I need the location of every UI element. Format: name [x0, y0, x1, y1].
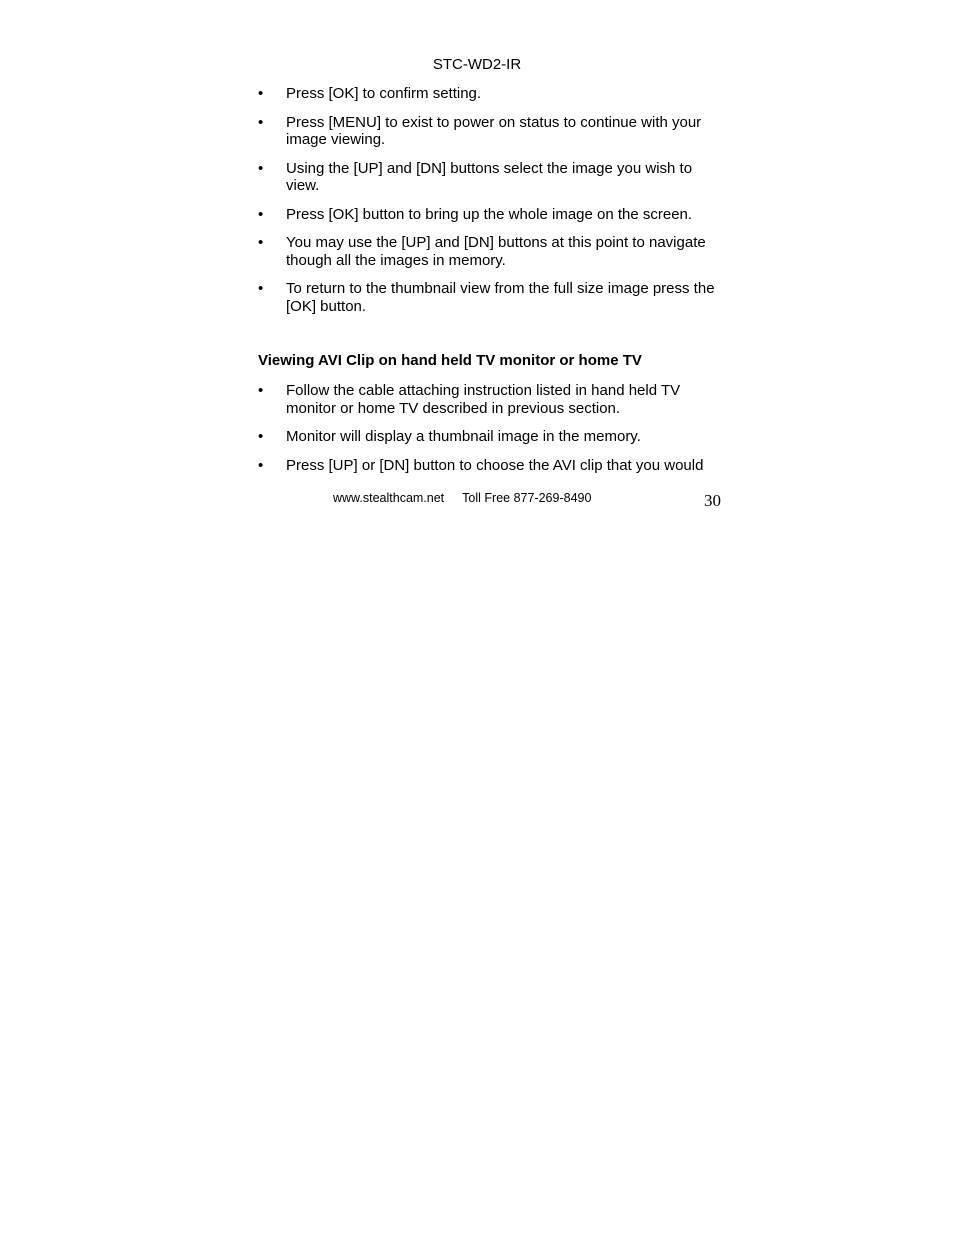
- list-item: [258, 428, 728, 446]
- list-item: [258, 234, 728, 269]
- bullet-icon: •: [258, 428, 264, 445]
- bullet-icon: •: [258, 456, 264, 474]
- footer-phone: Toll Free 877-269-8490: [462, 491, 592, 505]
- list-item-text: To return to the thumbnail view from the full size image press the [OK] button.: [286, 280, 715, 315]
- bullet-icon: •: [258, 159, 264, 177]
- bullet-icon: •: [258, 234, 264, 251]
- page-number: 30: [704, 491, 721, 510]
- list-item: [258, 206, 728, 224]
- instruction-list-viewing: [258, 85, 728, 326]
- list-item: [258, 160, 728, 195]
- bullet-icon: •: [258, 113, 264, 131]
- list-item: [258, 85, 728, 103]
- list-item: [258, 280, 728, 315]
- bullet-icon: •: [258, 382, 264, 399]
- list-item: [258, 457, 728, 475]
- list-item-text: Follow the cable attaching instruction listed in hand held TV monitor or home TV described in previous section.: [286, 382, 681, 417]
- footer-website: www.stealthcam.net: [333, 491, 445, 505]
- list-item-text: Press [OK] to confirm setting.: [286, 85, 482, 102]
- list-item-text: Press [MENU] to exist to power on status to continue with your image viewing.: [286, 113, 702, 148]
- header-model: STC-WD2-IR: [432, 56, 522, 73]
- bullet-icon: •: [258, 205, 264, 223]
- list-item-text: Using the [UP] and [DN] buttons select the image you wish to view.: [286, 159, 693, 194]
- list-item-text: You may use the [UP] and [DN] buttons at this point to navigate though all the images in memory.: [286, 234, 706, 269]
- instruction-list-avi: [258, 382, 728, 485]
- list-item-text: Monitor will display a thumbnail image in the memory.: [286, 428, 641, 445]
- list-item: [258, 114, 728, 149]
- list-item-text: Press [OK] button to bring up the whole image on the screen.: [286, 205, 693, 223]
- list-item-text: Press [UP] or [DN] button to choose the AVI clip that you would: [286, 456, 704, 474]
- bullet-icon: •: [258, 280, 264, 297]
- section-heading-avi: Viewing AVI Clip on hand held TV monitor or home TV: [258, 352, 642, 369]
- list-item: [258, 382, 728, 417]
- page-footer: [333, 490, 591, 506]
- bullet-icon: •: [258, 85, 264, 102]
